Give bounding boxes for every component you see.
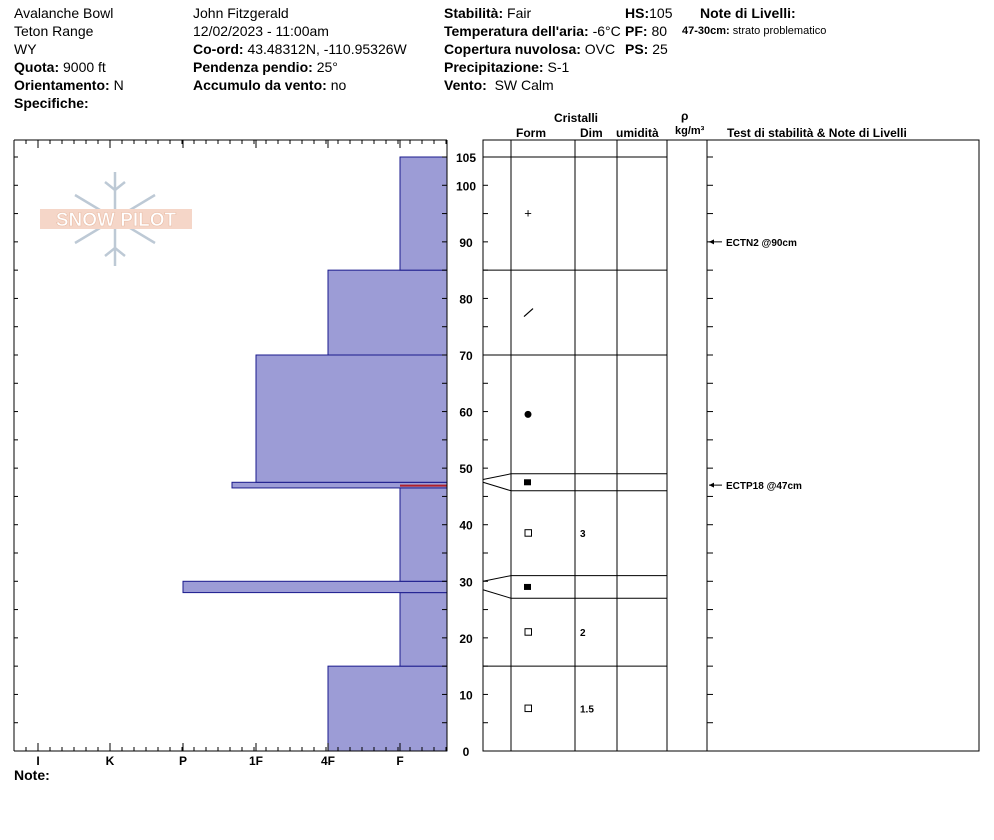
coord-value: 43.48312N, -110.95326W: [247, 41, 407, 57]
layer-connector: [483, 590, 511, 598]
grain-form-icon: [525, 705, 532, 712]
grain-form-symbol: [524, 309, 533, 317]
ps-value: 25: [652, 41, 668, 57]
hardness-bar: [256, 355, 447, 482]
ps-row: PS: 25: [625, 40, 672, 58]
test-arrow-icon: [709, 483, 714, 488]
grain-size-label: 1.5: [580, 704, 594, 716]
test-arrow-icon: [709, 239, 714, 244]
density-unit-header: kg/m³: [675, 125, 705, 137]
snowpilot-logo: [40, 172, 192, 266]
grain-form-icon: [525, 411, 532, 418]
layer-connector: [483, 576, 511, 582]
grain-form-symbol: [525, 411, 532, 418]
elevation-value: 9000 ft: [63, 59, 106, 75]
grain-form-icon: [524, 479, 531, 485]
logo-text: SNOW PILOT: [55, 210, 177, 231]
pf-value: 80: [651, 23, 668, 39]
sky-row: Copertura nuvolosa: OVC: [444, 41, 616, 57]
stability-test-label: ECTN2 @90cm: [726, 237, 797, 249]
hardness-label: K: [105, 754, 115, 768]
hardness-label: 4F: [320, 754, 336, 768]
specifics-row: Specifiche:: [14, 95, 89, 111]
cristalli-header: Cristalli: [554, 111, 599, 125]
slope-row: Pendenza pendio: 25°: [193, 59, 338, 75]
wind-row: Vento: SW Calm: [444, 77, 554, 93]
stability-row: Stabilità: Fair: [444, 5, 532, 21]
location-name: Avalanche Bowl: [14, 5, 114, 21]
aspect-row: Orientamento: N: [14, 77, 124, 93]
grain-form-symbol: +: [524, 205, 532, 221]
sky-value: OVC: [584, 41, 616, 57]
layer-connector: [483, 482, 511, 490]
precip-value: S-1: [547, 59, 570, 75]
layer-notes-title: Note di Livelli:: [700, 5, 796, 21]
tests-header: Test di stabilità & Note di Livelli: [727, 126, 907, 140]
form-header: Form: [516, 126, 546, 140]
hs-value: 105: [649, 5, 673, 21]
grain-form-symbol: [524, 479, 531, 485]
dim-header: Dim: [580, 126, 603, 140]
stability-test-label: ECTP18 @47cm: [726, 481, 802, 493]
slope-value: 25°: [316, 59, 338, 75]
depth-label: 0: [462, 745, 470, 759]
wind-loading-value: no: [330, 77, 347, 93]
layers-table-frame: [483, 140, 979, 751]
depth-label: 40: [459, 518, 473, 533]
hardness-label: P: [178, 754, 188, 768]
hs-row: HS:105: [625, 5, 673, 21]
grain-form-symbol: [525, 530, 532, 537]
grain-form-symbol: [524, 584, 531, 590]
hardness-bar: [328, 666, 447, 751]
grain-form-icon: [524, 206, 532, 221]
depth-label: 105: [455, 151, 477, 165]
precip-row: Precipitazione: S-1: [444, 59, 570, 75]
depth-label: 70: [459, 349, 473, 363]
depth-label: 60: [459, 405, 473, 420]
grain-size-label: 2: [580, 628, 586, 640]
grain-form-symbol: [525, 629, 532, 636]
hardness-label: 1F: [248, 754, 264, 768]
pf-row: PF: 80: [625, 22, 672, 40]
depth-label: 100: [455, 179, 477, 194]
umidita-header: umidità: [616, 126, 659, 140]
depth-label: 50: [459, 462, 473, 477]
hardness-label: I: [36, 754, 40, 768]
elevation-row: Quota: 9000 ft: [14, 59, 106, 75]
hardness-bar: [400, 488, 447, 581]
air-temp-row: Temperatura dell'aria: -6°C: [444, 23, 621, 39]
hardness-bar: [328, 270, 447, 355]
depth-label: 90: [459, 235, 473, 250]
grain-form-icon: [524, 584, 531, 590]
hardness-bar: [400, 157, 447, 270]
layer-connector: [483, 474, 511, 480]
wind-value: SW Calm: [494, 77, 554, 93]
observation-datetime: 12/02/2023 - 11:00am: [193, 23, 329, 39]
air-temp-value: -6°C: [592, 23, 621, 39]
depth-label: 80: [459, 292, 473, 307]
notes-label: Note:: [14, 767, 50, 783]
layer-note-row: 47-30cm: strato problematico: [682, 25, 827, 37]
depth-label: 20: [459, 631, 473, 646]
hardness-label: F: [396, 754, 404, 768]
aspect-value: N: [113, 77, 124, 93]
grain-form-symbol: [525, 705, 532, 712]
range-name: Teton Range: [14, 23, 94, 39]
grain-size-label: 3: [580, 529, 586, 541]
rho-header: ρ: [681, 109, 689, 123]
depth-label: 30: [459, 575, 473, 590]
grain-form-icon: [525, 629, 532, 636]
grain-form-icon: [525, 530, 532, 537]
state-name: WY: [14, 41, 37, 57]
layer-note-text: strato problematico: [732, 25, 827, 37]
hardness-bar: [183, 581, 447, 592]
coord-row: Co-ord: 43.48312N, -110.95326W: [193, 41, 407, 57]
grain-form-icon: [524, 309, 533, 317]
hardness-bar: [400, 593, 447, 667]
stability-value: Fair: [507, 5, 532, 21]
observer-name: John Fitzgerald: [193, 5, 289, 21]
wind-loading-row: Accumulo da vento: no: [193, 77, 347, 93]
depth-label: 10: [459, 688, 473, 703]
